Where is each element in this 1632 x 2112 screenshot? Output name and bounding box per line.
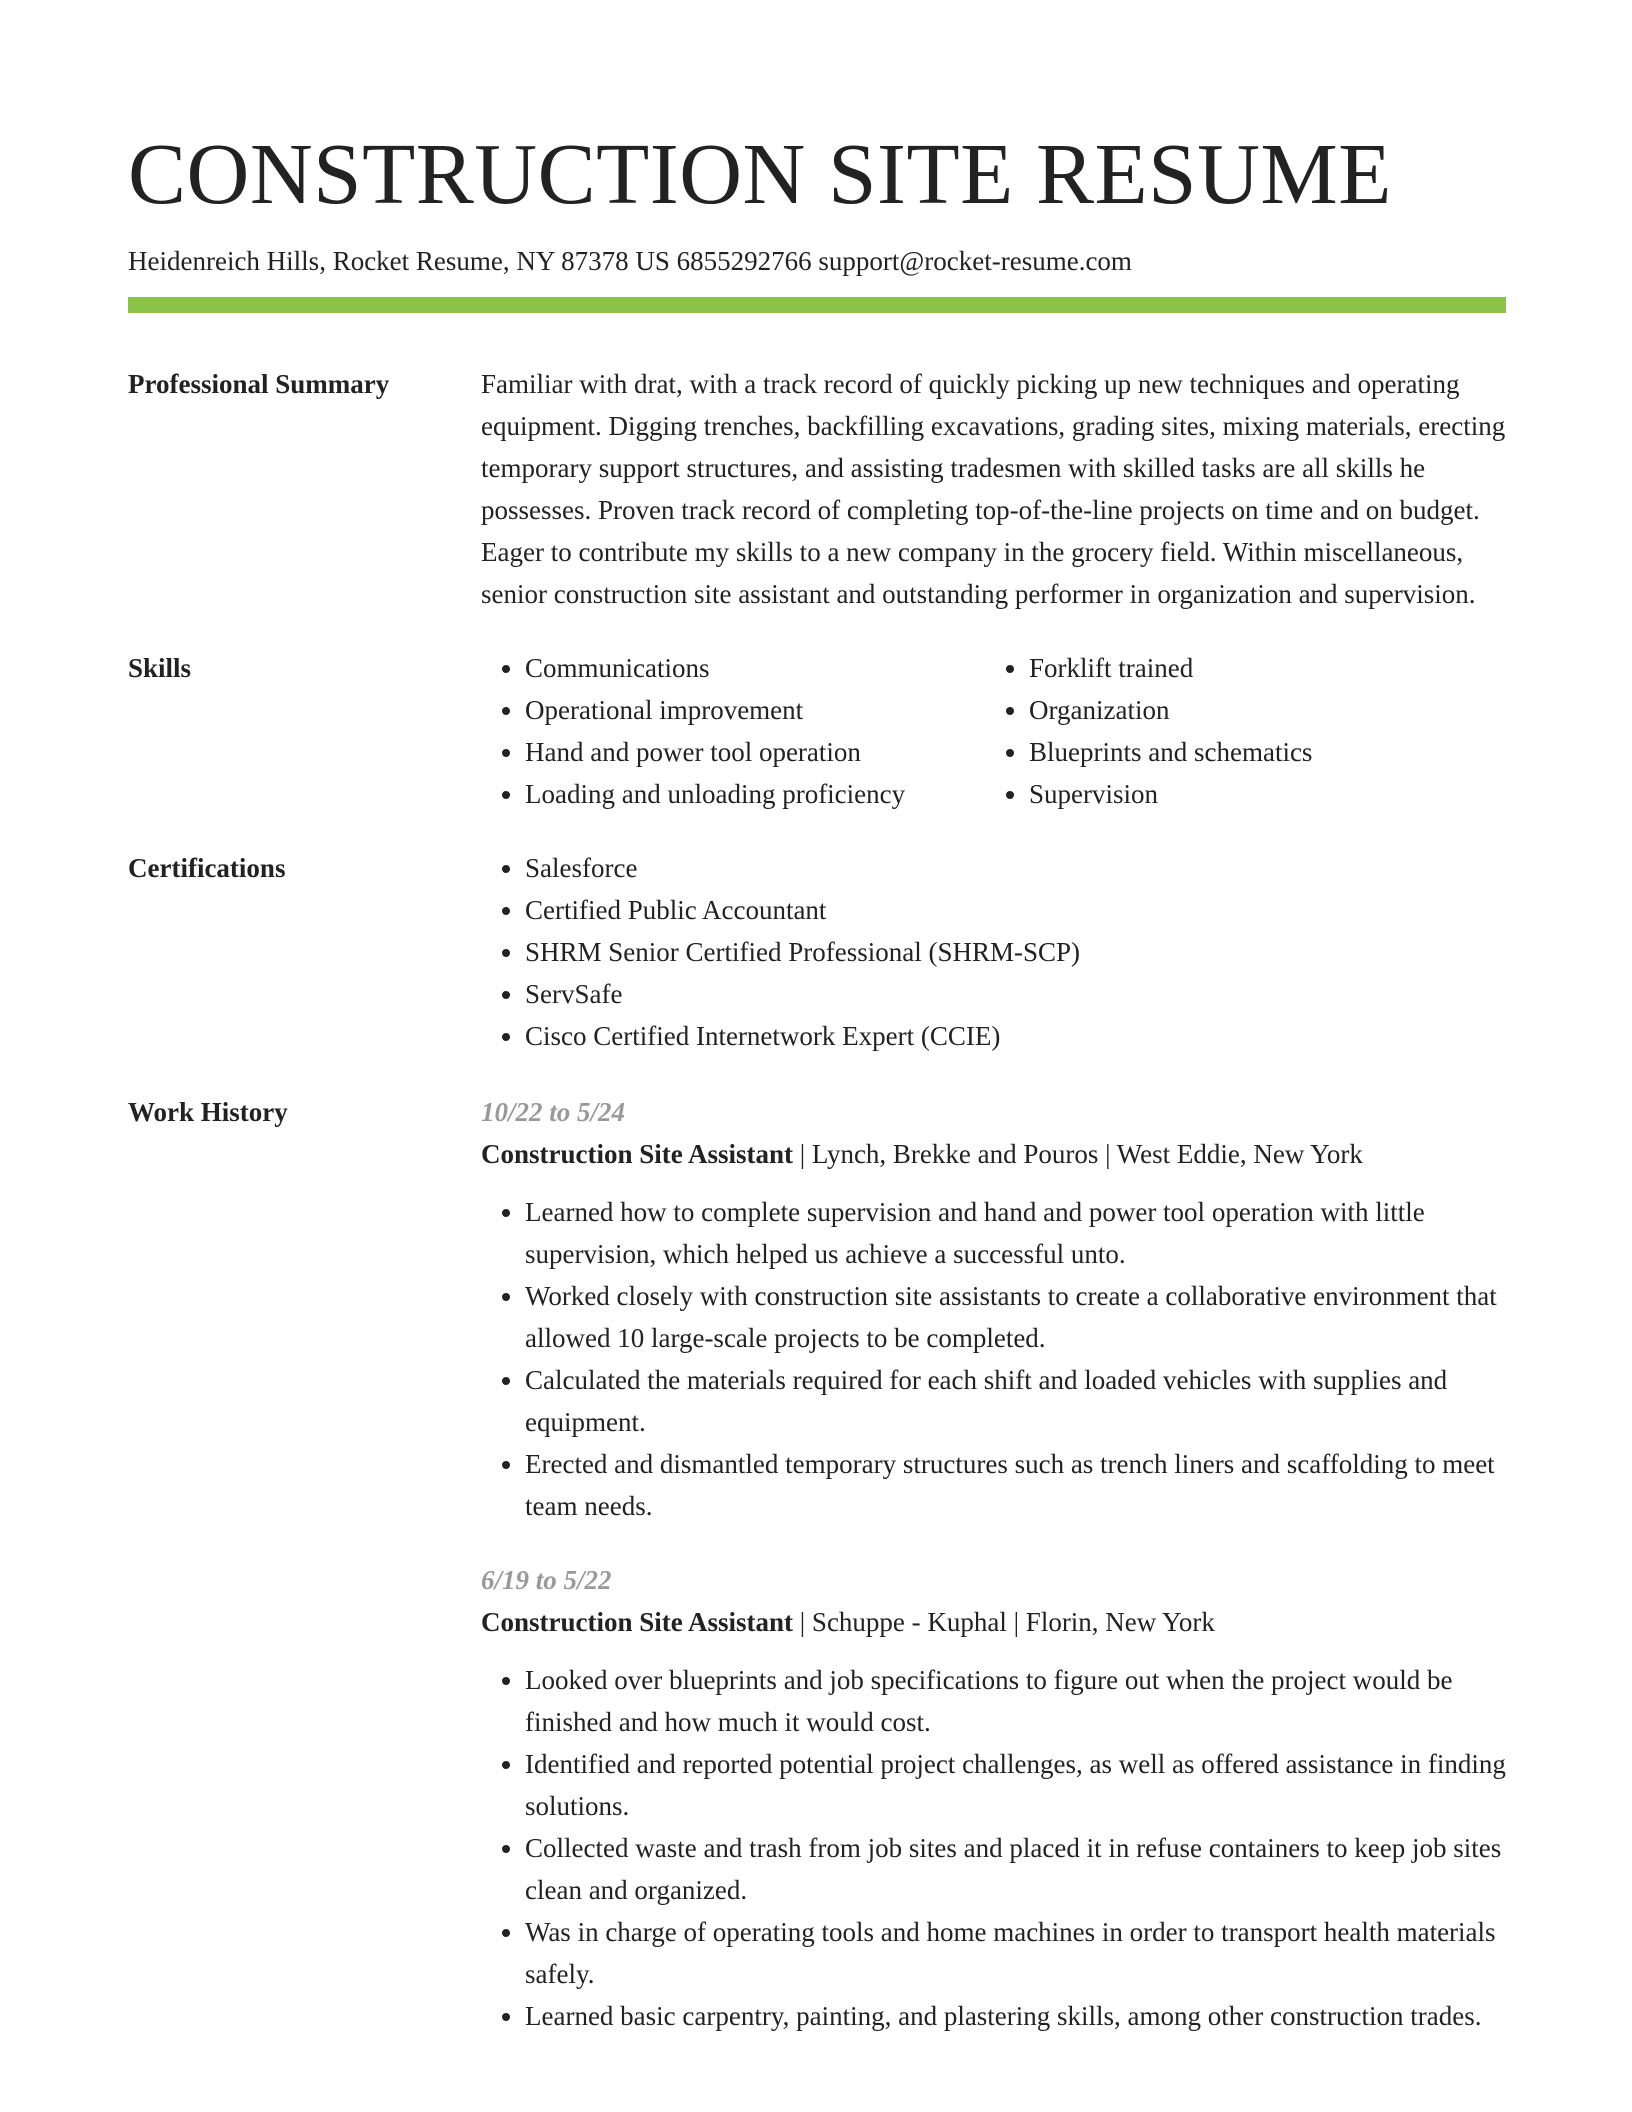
job-bullet: • Looked over blueprints and job specifications to figure out when the project would be finished and how much it would cost. (525, 1659, 1506, 1743)
job-bullet: • Collected waste and trash from job sites and placed it in refuse containers to keep job sites clean and organized. (525, 1827, 1506, 1911)
certifications-section (128, 847, 1506, 1057)
skill-item: • Communications (525, 647, 985, 689)
skill-item: • Organization (1029, 689, 1489, 731)
skill-item: • Loading and unloading proficiency (525, 773, 985, 815)
job-bullet: • Erected and dismantled temporary structures such as trench liners and scaffolding to meet team needs. (525, 1443, 1506, 1527)
skills-column-right (985, 647, 1489, 815)
job-entry (481, 1091, 1506, 1527)
section-label-skills: Skills (128, 653, 192, 684)
skills-list-left (481, 647, 985, 815)
job-bullet: • Learned how to complete supervision and hand and power tool operation with little supervision, which helped us achieve a successful unto. (525, 1191, 1506, 1275)
skill-item: • Blueprints and schematics (1029, 731, 1489, 773)
certification-item: • ServSafe (525, 973, 1506, 1015)
work-history-body (481, 1091, 1506, 2037)
resume-title: CONSTRUCTION SITE RESUME (128, 125, 1392, 222)
job-bullets (481, 1659, 1506, 2037)
skills-section (128, 647, 1506, 815)
skill-item: • Forklift trained (1029, 647, 1489, 689)
job-bullet: • Worked closely with construction site assistants to create a collaborative environment that allowed 10 large-scale projects to be completed. (525, 1275, 1506, 1359)
job-dates: 10/22 to 5/24 (481, 1097, 626, 1128)
job-title: Construction Site Assistant (481, 1607, 794, 1638)
section-label-certifications: Certifications (128, 853, 286, 884)
skills-grid (481, 647, 1506, 815)
contact-line: Heidenreich Hills, Rocket Resume, NY 87378 US 6855292766 support@rocket-resume.com (128, 246, 1132, 276)
certification-item: • Salesforce (525, 847, 1506, 889)
job-dates: 6/19 to 5/22 (481, 1565, 612, 1596)
skills-column-left (481, 647, 985, 815)
skill-item: • Supervision (1029, 773, 1489, 815)
skill-item: • Hand and power tool operation (525, 731, 985, 773)
job-bullet: • Identified and reported potential project challenges, as well as offered assistance in finding solutions. (525, 1743, 1506, 1827)
certification-item: • Certified Public Accountant (525, 889, 1506, 931)
job-bullet: • Learned basic carpentry, painting, and plastering skills, among other construction trades. (525, 1995, 1506, 2037)
accent-divider (128, 297, 1506, 313)
job-bullets (481, 1191, 1506, 1527)
skill-item: • Operational improvement (525, 689, 985, 731)
job-details: | Lynch, Brekke and Pouros | West Eddie, New York (793, 1139, 1363, 1170)
section-label-summary: Professional Summary (128, 369, 390, 400)
certifications-body (481, 847, 1506, 1057)
job-bullet: • Calculated the materials required for each shift and loaded vehicles with supplies and equipment. (525, 1359, 1506, 1443)
work-history-section (128, 1091, 1506, 2037)
summary-text: Familiar with drat, with a track record of quickly picking up new techniques and operating equipment. Digging trenches, backfilling excavations, grading sites, mixing materials, erecting temporary support structures, and assisting tradesmen with skilled tasks are all skills he possesses. Proven track record of completing top-of-the-line projects on time and on budget. Eager to contribute my skills to a new company in the grocery field. Within miscellaneous, senior construction site assistant and outstanding performer in organization and supervision. (481, 369, 1506, 610)
job-heading (481, 1133, 1506, 1175)
certification-item: • SHRM Senior Certified Professional (SHRM-SCP) (525, 931, 1506, 973)
job-heading (481, 1601, 1506, 1643)
certification-item: • Cisco Certified Internetwork Expert (CCIE) (525, 1015, 1506, 1057)
section-label-work-history: Work History (128, 1097, 288, 1128)
job-entry (481, 1559, 1506, 2037)
job-details: | Schuppe - Kuphal | Florin, New York (793, 1607, 1215, 1638)
resume-page (128, 110, 1506, 2037)
summary-section (128, 363, 1506, 615)
job-title: Construction Site Assistant (481, 1139, 794, 1170)
certifications-list (481, 847, 1506, 1057)
job-bullet: • Was in charge of operating tools and home machines in order to transport health materials safely. (525, 1911, 1506, 1995)
skills-list-right (985, 647, 1489, 815)
